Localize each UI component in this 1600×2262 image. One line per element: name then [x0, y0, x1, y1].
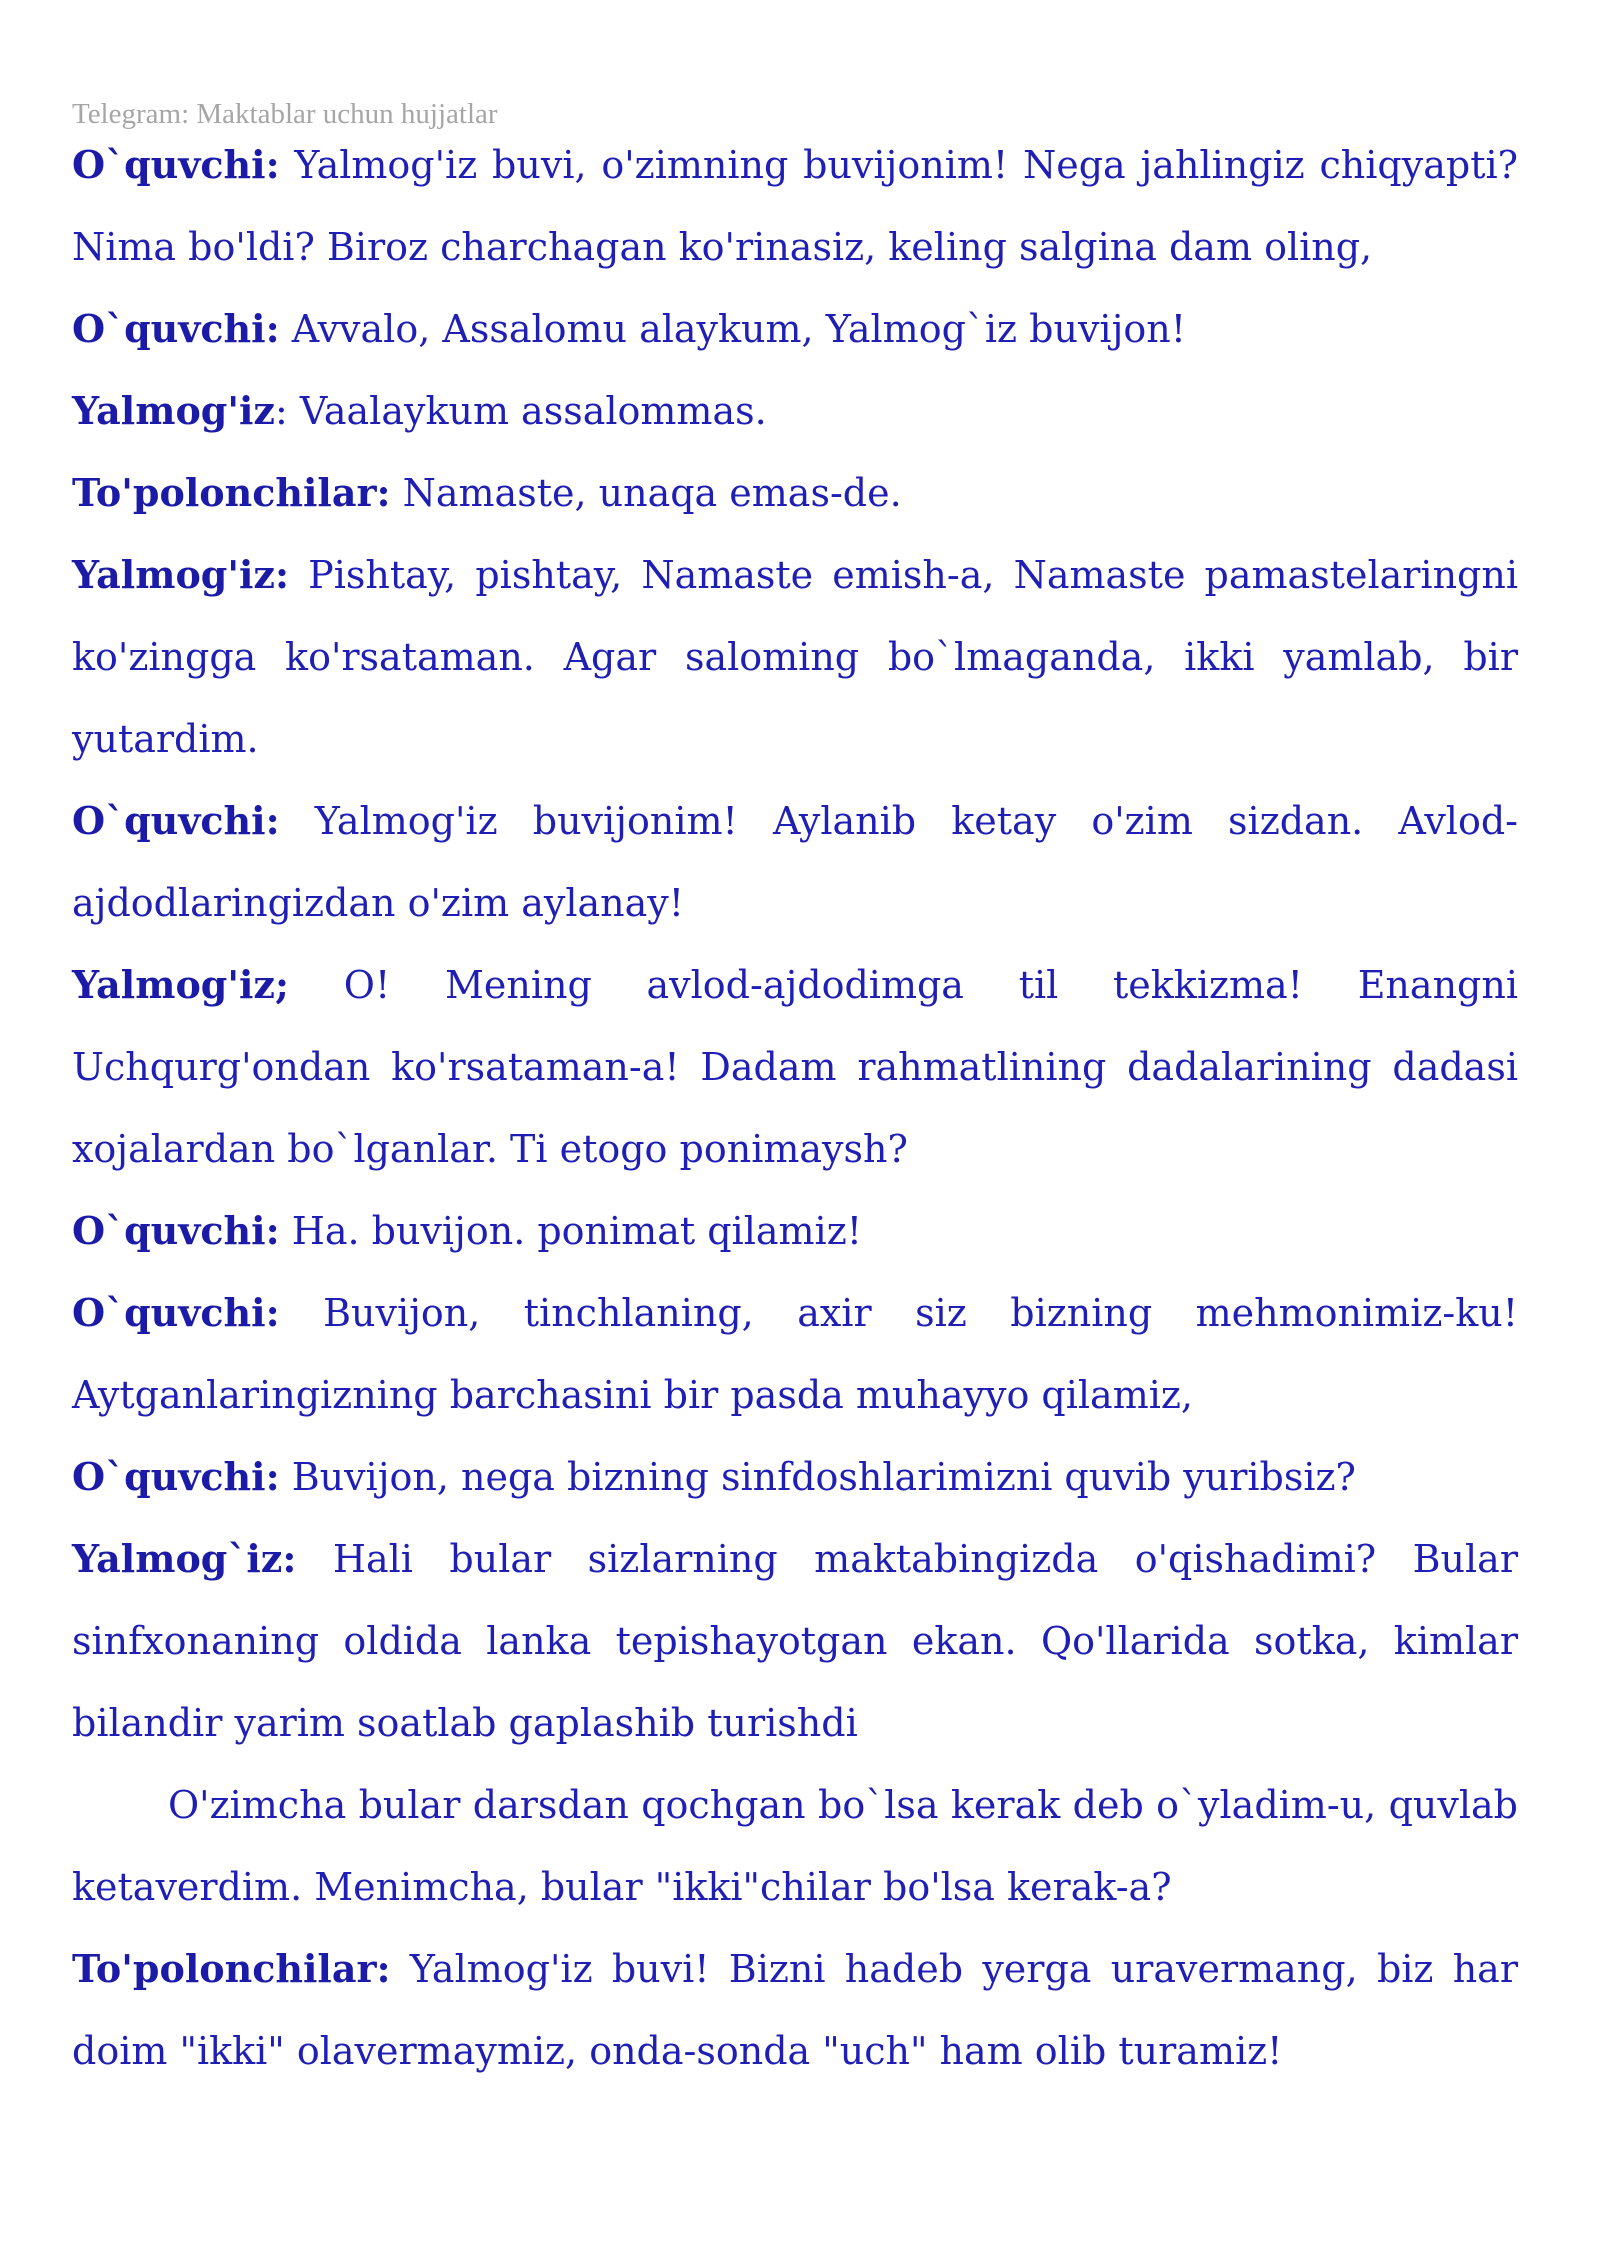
dialogue-paragraph — [72, 780, 1518, 944]
document-page — [72, 96, 1518, 2092]
speaker-label: To'polonchilar: — [72, 1946, 391, 1991]
line-text: O! Mening avlod-ajdodimga til tekkizma! Enangni Uchqurg'ondan ko'rsataman-a! Dadam rahmatlining dadalarining dadasi xojalardan bo`lganlar. Ti etogo ponimaysh? — [72, 963, 1518, 1171]
dialogue-paragraph — [72, 124, 1518, 288]
watermark-text: Telegram: Maktablar uchun hujjatlar — [72, 98, 498, 130]
line-text: Yalmog'iz buvi, o'zimning buvijonim! Nega jahlingiz chiqyapti? Nima bo'ldi? Biroz charchagan ko'rinasiz, keling salgina dam oling, — [72, 143, 1518, 269]
speaker-label: Yalmog'iz; — [72, 962, 290, 1007]
line-text: Buvijon, tinchlaning, axir siz bizning mehmonimiz-ku! Aytganlaringizning barchasini bir pasda muhayyo qilamiz, — [72, 1291, 1518, 1417]
line-text: Yalmog'iz buvi! Bizni hadeb yerga uravermang, biz har doim "ikki" olavermaymiz, onda-sonda "uch" ham olib turamiz! — [72, 1947, 1518, 2073]
dialogue-paragraph — [72, 534, 1518, 780]
dialogue-paragraph — [72, 370, 1518, 452]
line-text: Hali bular sizlarning maktabingizda o'qishadimi? Bular sinfxonaning oldida lanka tepishayotgan ekan. Qo'llarida sotka, kimlar bilandir yarim soatlab gaplashib turishdi — [72, 1537, 1518, 1745]
speaker-label: O`quvchi: — [72, 1290, 280, 1335]
line-text: : Vaalaykum assalommas. — [275, 389, 767, 433]
line-text: Avvalo, Assalomu alaykum, Yalmog`iz buvijon! — [279, 307, 1186, 351]
speaker-label: To'polonchilar: — [72, 470, 391, 515]
dialogue-paragraph — [72, 1272, 1518, 1436]
dialogue-paragraph — [72, 452, 1518, 534]
speaker-label: Yalmog'iz — [72, 388, 276, 433]
line-text: Buvijon, nega bizning sinfdoshlarimizni quvib yuribsiz? — [279, 1455, 1356, 1499]
line-text: Pishtay, pishtay, Namaste emish-a, Namaste pamastelaringni ko'zingga ko'rsataman. Agar saloming bo`lmaganda, ikki yamlab, bir yutardim. — [72, 553, 1518, 761]
dialogue-paragraph — [72, 1928, 1518, 2092]
speaker-label: Yalmog`iz: — [72, 1536, 297, 1581]
dialogue-paragraph — [72, 1518, 1518, 1764]
speaker-label: O`quvchi: — [72, 142, 280, 187]
speaker-label: O`quvchi: — [72, 1454, 280, 1499]
dialogue-paragraph — [72, 288, 1518, 370]
dialogue-paragraph — [72, 1190, 1518, 1272]
speaker-label: O`quvchi: — [72, 306, 280, 351]
narration-paragraph — [72, 1764, 1518, 1928]
speaker-label: O`quvchi: — [72, 798, 280, 843]
speaker-label: O`quvchi: — [72, 1208, 280, 1253]
line-text: Namaste, unaqa emas-de. — [390, 471, 902, 515]
dialogue-paragraph — [72, 944, 1518, 1190]
line-text: Ha. buvijon. ponimat qilamiz! — [279, 1209, 862, 1253]
line-text: O'zimcha bular darsdan qochgan bo`lsa kerak deb o`yladim-u, quvlab ketaverdim. Menimcha, bular "ikki"chilar bo'lsa kerak-a? — [72, 1783, 1518, 1909]
speaker-label: Yalmog'iz: — [72, 552, 290, 597]
dialogue-paragraph — [72, 1436, 1518, 1518]
line-text: Yalmog'iz buvijonim! Aylanib ketay o'zim sizdan. Avlod-ajdodlaringizdan o'zim aylanay! — [72, 799, 1518, 925]
dialogue-body — [72, 124, 1518, 2092]
